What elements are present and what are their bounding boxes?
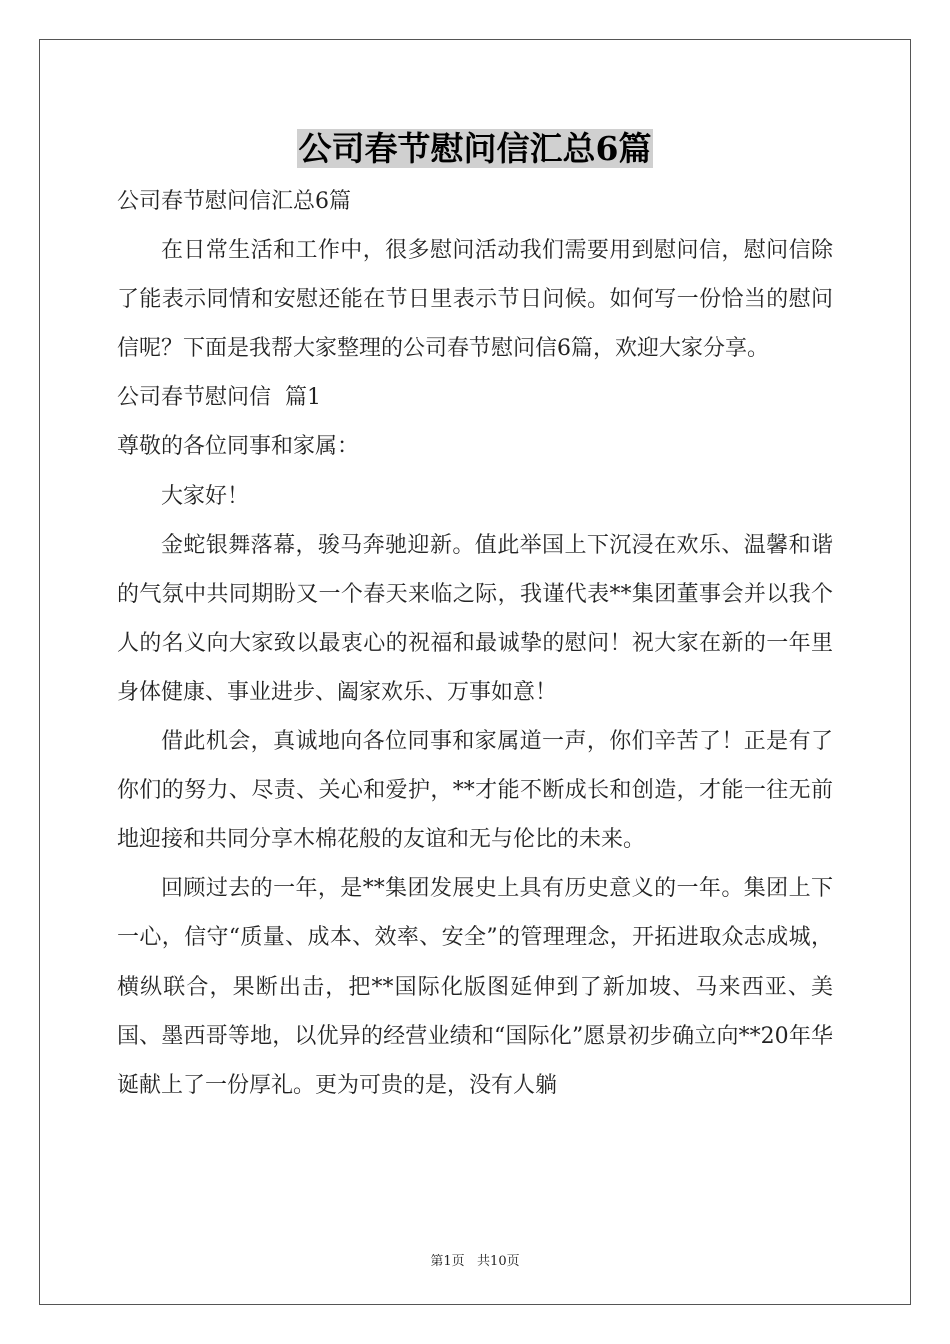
- body-paragraph: 借此机会，真诚地向各位同事和家属道一声，你们辛苦了！正是有了你们的努力、尽责、关心和爱护，**才能不断成长和创造，才能一往无前地迎接和共同分享木棉花般的友谊和无与伦比的未来。: [117, 729, 833, 853]
- page-footer: [0, 1250, 950, 1269]
- greeting: 大家好！: [161, 483, 250, 509]
- salutation: 尊敬的各位同事和家属：: [117, 434, 360, 460]
- intro-paragraph: 在日常生活和工作中，很多慰问活动我们需要用到慰问信，慰问信除了能表示同情和安慰还能在节日里表示节日问候。如何写一份恰当的慰问信呢？下面是我帮大家整理的公司春节慰问信6篇，欢迎大家分享。: [117, 238, 833, 362]
- document-title-text: 公司春节慰问信汇总6篇: [298, 129, 652, 168]
- document-body: [117, 177, 833, 1110]
- document-title: [0, 124, 950, 174]
- section-heading: 公司春节慰问信 篇1: [117, 385, 321, 411]
- body-paragraph: 回顾过去的一年，是**集团发展史上具有历史意义的一年。集团上下一心，信守“质量、成本、效率、安全”的管理理念，开拓进取众志成城，横纵联合，果断出击，把**国际化版图延伸到了新加坡、马来西亚、美国、墨西哥等地，以优异的经营业绩和“国际化”愿景初步确立向**20年华诞献上了一份厚礼。更为可贵的是，没有人躺: [117, 876, 833, 1098]
- page-indicator: 第1页 共10页: [430, 1254, 520, 1269]
- body-paragraph: 金蛇银舞落幕，骏马奔驰迎新。值此举国上下沉浸在欢乐、温馨和谐的气氛中共同期盼又一个春天来临之际，我谨代表**集团董事会并以我个人的名义向大家致以最衷心的祝福和最诚挚的慰问！祝大家在新的一年里身体健康、事业进步、阖家欢乐、万事如意！: [117, 532, 833, 705]
- subtitle: 公司春节慰问信汇总6篇: [117, 189, 351, 214]
